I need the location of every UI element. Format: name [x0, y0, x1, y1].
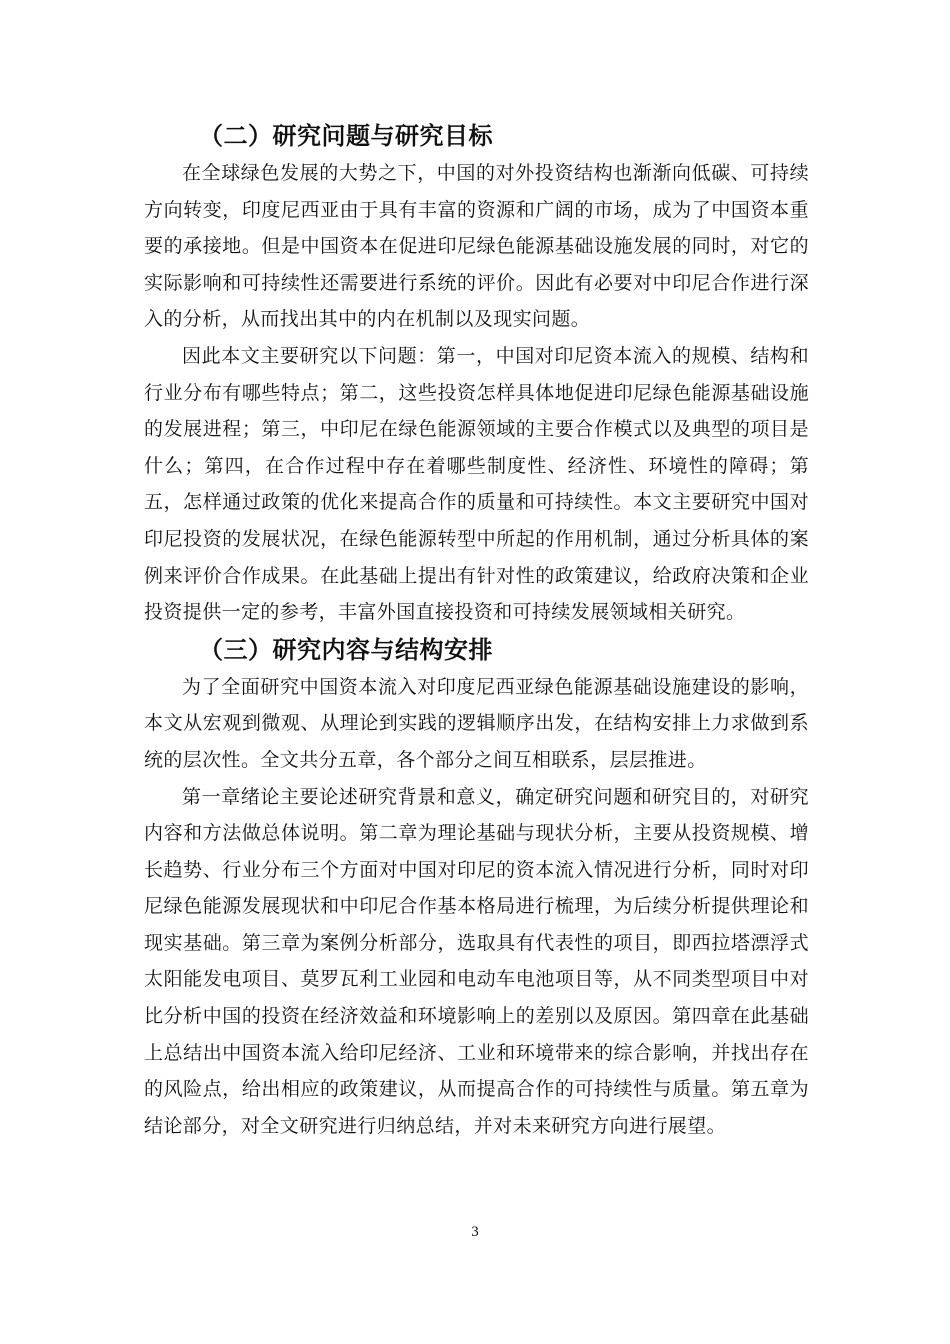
paragraph: 因此本文主要研究以下问题：第一，中国对印尼资本流入的规模、结构和行业分布有哪些特点；第二，这些投资怎样具体地促进印尼绿色能源基础设施的发展进程；第三，中印尼在绿色能源领域的主要合作模式以及典型的项目是什么；第四，在合作过程中存在着哪些制度性、经济性、环境性的障碍；第五，怎样通过政策的优化来提高合作的质量和可持续性。本文主要研究中国对印尼投资的发展状况，在绿色能源转型中所起的作用机制，通过分析具体的案例来评价合作成果。在此基础上提出有针对性的政策建议，给政府决策和企业投资提供一定的参考，丰富外国直接投资和可持续发展领域相关研究。 — [144, 344, 809, 624]
section-heading-research-questions: （二）研究问题与研究目标 — [199, 121, 493, 150]
paragraph: 为了全面研究中国资本流入对印度尼西亚绿色能源基础设施建设的影响，本文从宏观到微观、从理论到实践的逻辑顺序出发，在结构安排上力求做到系统的层次性。全文共分五章，各个部分之间互相联系，层层推进。 — [144, 675, 809, 771]
page-body — [144, 117, 809, 1144]
section-heading-research-content: （三）研究内容与结构安排 — [199, 634, 493, 664]
paragraph: 在全球绿色发展的大势之下，中国的对外投资结构也渐渐向低碳、可持续方向转变，印度尼西亚由于具有丰富的资源和广阔的市场，成为了中国资本重要的承接地。但是中国资本在促进印尼绿色能源基础设施发展的同时，对它的实际影响和可持续性还需要进行系统的评价。因此有必要对中印尼合作进行深入的分析，从而找出其中的内在机制以及现实问题。 — [144, 162, 809, 331]
paragraph: 第一章绪论主要论述研究背景和意义，确定研究问题和研究目的，对研究内容和方法做总体说明。第二章为理论基础与现状分析，主要从投资规模、增长趋势、行业分布三个方面对中国对印尼的资本流入情况进行分析，同时对印尼绿色能源发展现状和中印尼合作基本格局进行梳理，为后续分析提供理论和现实基础。第三章为案例分析部分，选取具有代表性的项目，即西拉塔漂浮式太阳能发电项目、莫罗瓦利工业园和电动车电池项目等，从不同类型项目中对比分析中国的投资在经济效益和环境影响上的差别以及原因。第四章在此基础上总结出中国资本流入给印尼经济、工业和环境带来的综合影响，并找出存在的风险点，给出相应的政策建议，从而提高合作的可持续性与质量。第五章为结论部分，对全文研究进行归纳总结，并对未来研究方向进行展望。 — [144, 785, 809, 1137]
page-number: 3 — [471, 1224, 479, 1240]
